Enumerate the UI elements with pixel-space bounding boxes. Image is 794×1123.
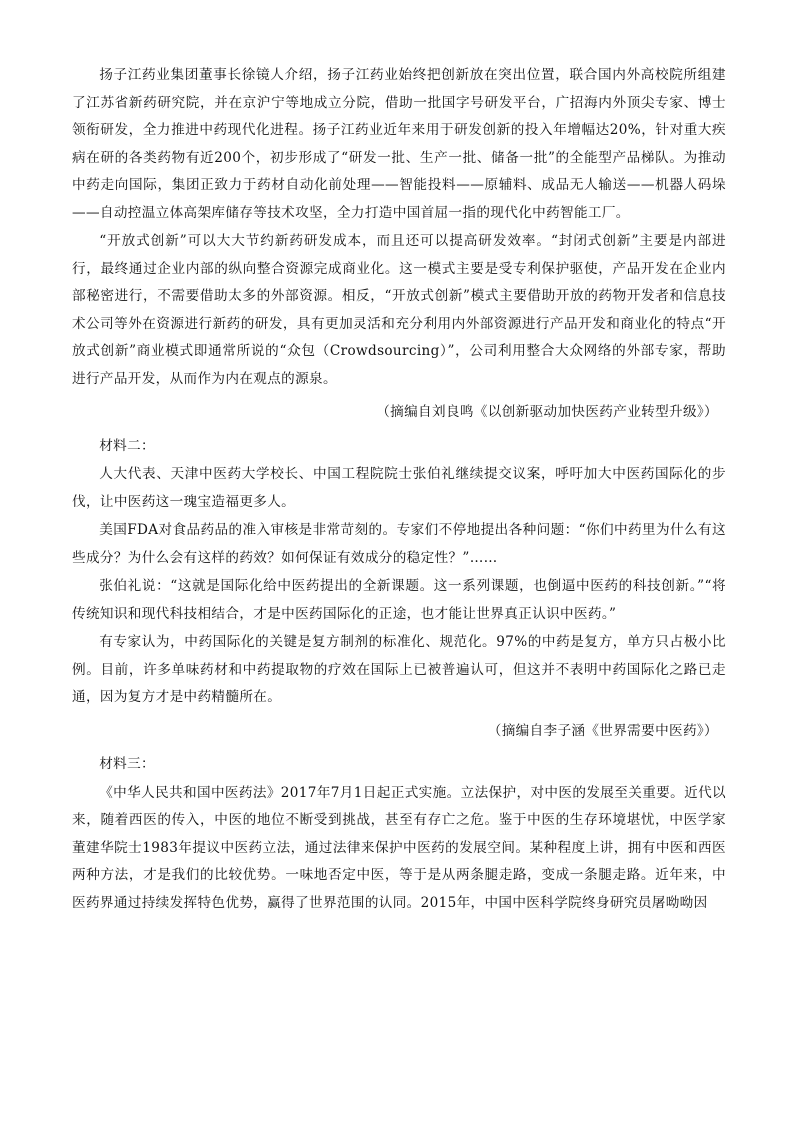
paragraph-zhang-boli-proposal: 人大代表、天津中医药大学校长、中国工程院院士张伯礼继续提交议案，呼吁加大中医药国际化的步伐，让中医药这一瑰宝造福更多人。 bbox=[72, 466, 726, 510]
source-citation-1: （摘编自刘良鸣《以创新驱动加快医药产业转型升级》） bbox=[376, 404, 718, 420]
paragraph-yangzijiang: 扬子江药业集团董事长徐镜人介绍，扬子江药业始终把创新放在突出位置，联合国内外高校院所组建了江苏省新药研究院，并在京沪宁等地成立分院，借助一批国字号研发平台，广招海内外顶尖专家、博士领衔研发，全力推进中药现代化进程。扬子江药业近年来用于研发创新的投入年增幅达20%，针对重大疾病在研的各类药物有近200个，初步形成了“研发一批、生产一批、储备一批”的全能型产品梯队。为推动中药走向国际，集团正致力于药材自动化前处理——智能投料——原辅料、成品无人输送——机器人码垛——自动控温立体高架库储存等技术攻坚，全力打造中国首屈一指的现代化中药智能工厂。 bbox=[72, 67, 726, 221]
document-body bbox=[72, 62, 726, 917]
paragraph-zhang-boli-quote: 张伯礼说：“这就是国际化给中医药提出的全新课题。这一系列课题，也倒逼中医药的科技创新。”“将传统知识和现代科技相结合，才是中医药国际化的正途，也才能让世界真正认识中医药。” bbox=[72, 578, 726, 622]
material-2-heading: 材料二： bbox=[99, 437, 155, 454]
paragraph-tcm-law: 《中华人民共和国中医药法》2017年7月1日起正式实施。立法保护，对中医的发展至关重要。近代以来，随着西医的传入，中医的地位不断受到挑战，甚至有存亡之危。鉴于中医的生存环境堪忧，中医学家董建华院士1983年提议中医药立法，通过法律来保护中医药的发展空间。某种程度上讲，拥有中医和西医两种方法，才是我们的比较优势。一味地否定中医，等于是从两条腿走路，变成一条腿走路。近年来，中医药界通过持续发挥特色优势，赢得了世界范围的认同。2015年，中国中医科学院终身研究员屠呦呦因 bbox=[72, 784, 726, 911]
paragraph-compound-formula: 有专家认为，中药国际化的关键是复方制剂的标准化、规范化。97%的中药是复方，单方只占极小比例。目前，许多单味药材和中药提取物的疗效在国际上已被普遍认可，但这并不表明中药国际化之路已走通，因为复方才是中药精髓所在。 bbox=[72, 634, 726, 705]
source-citation-2: （摘编自李子涵《世界需要中医药》） bbox=[487, 722, 718, 739]
paragraph-fda-review: 美国FDA对食品药品的准入审核是非常苛刻的。专家们不停地提出各种问题：“你们中药里为什么有这些成分？为什么会有这样的药效？如何保证有效成分的稳定性？”…… bbox=[72, 522, 726, 566]
material-3-heading: 材料三： bbox=[99, 756, 155, 772]
paragraph-open-innovation: “开放式创新”可以大大节约新药研发成本，而且还可以提高研发效率。“封闭式创新”主要是内部进行，最终通过企业内部的纵向整合资源完成商业化。这一模式主要是受专利保护驱使，产品开发在企业内部秘密进行，不需要借助太多的外部资源。相反，“开放式创新”模式主要借助开放的药物开发者和信息技术公司等外在资源进行新药的研发，具有更加灵活和充分利用内外部资源进行产品开发和商业化的特点“开放式创新”商业模式即通常所说的“众包（Crowdsourcing）”，公司利用整合大众网络的外部专家，帮助进行产品开发，从而作为内在观点的源泉。 bbox=[72, 233, 726, 387]
